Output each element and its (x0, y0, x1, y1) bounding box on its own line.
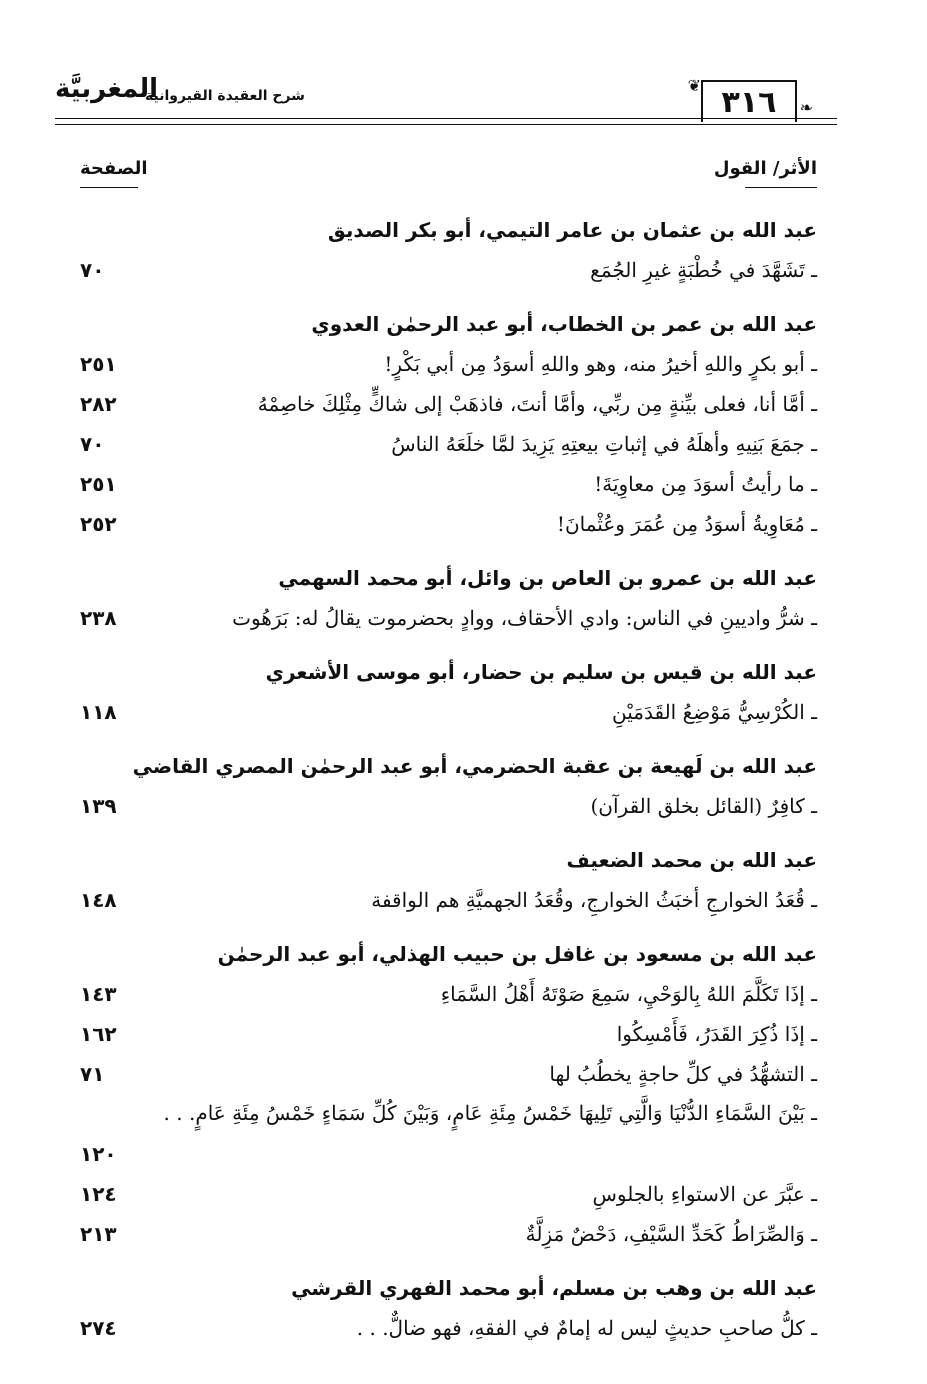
index-entry (80, 974, 817, 1014)
entry-page-number: ١٣٩ (80, 794, 117, 818)
index-entry (80, 1214, 817, 1254)
author-heading: عبد الله بن قيس بن سليم بن حضار، أبو موسى الأشعري (265, 660, 817, 684)
index-entry (80, 424, 817, 464)
entry-text: ـ بَيْنَ السَّمَاءِ الدُّنْيَا وَالَّتِي تَلِيهَا خَمْسُ مِئَةِ عَامٍ، وَبَيْنَ كُلِّ سَمَاءٍ خَمْسُ مِئَةِ عَامٍ. . . (163, 1101, 817, 1125)
index-section (80, 558, 817, 638)
entry-text: ـ عبَّرَ عن الاستواءِ بالجلوسِ (592, 1182, 817, 1206)
entry-text: ـ الكُرْسِيُّ مَوْضِعُ القَدَمَيْنِ (612, 700, 817, 724)
index-entry (80, 1094, 817, 1174)
column-header-page: الصفحة (80, 158, 148, 179)
entry-text: ـ إذَا ذُكِرَ القَدَرُ، فَأَمْسِكُوا (616, 1022, 817, 1046)
entry-text: ـ وَالصِّرَاطُ كَحَدِّ السَّيْفِ، دَحْضٌ مَزِلَّةٌ (525, 1222, 817, 1246)
entry-page-number: ٧٠ (80, 258, 105, 282)
entry-page-number: ٢١٣ (80, 1222, 117, 1246)
ornament-icon: ❧ (799, 98, 813, 117)
column-header-rule (80, 187, 138, 188)
entry-page-number: ١١٨ (80, 700, 117, 724)
entry-page-number: ٢٥٢ (80, 512, 117, 536)
entry-page-number: ٢٥١ (80, 352, 117, 376)
entry-text: ـ قُعَدُ الخوارجِ أخبَثُ الخوارجِ، وقُعَدُ الجهميَّةِ هم الواقفة (371, 888, 817, 912)
entry-page-number: ١٢٤ (80, 1182, 117, 1206)
entry-page-number: ١٦٢ (80, 1022, 117, 1046)
index-entry (80, 1014, 817, 1054)
index-section (80, 840, 817, 920)
entry-text: ـ إذَا تَكَلَّمَ اللهُ بِالوَحْيِ، سَمِعَ صَوْتَهُ أَهْلُ السَّمَاءِ (440, 982, 817, 1006)
author-heading: عبد الله بن عمر بن الخطاب، أبو عبد الرحمٰن العدوي (311, 312, 817, 336)
author-heading: عبد الله بن محمد الضعيف (566, 848, 817, 872)
header-rule (55, 118, 837, 119)
entry-text: ـ كافِرٌ (القائل بخلق القرآن) (590, 794, 817, 818)
author-heading: عبد الله بن لَهيعة بن عقبة الحضرمي، أبو عبد الرحمٰن المصري القاضي (132, 754, 817, 778)
author-heading: عبد الله بن عثمان بن عامر التيمي، أبو بكر الصديق (327, 218, 817, 242)
entry-page-number: ١٤٨ (80, 888, 117, 912)
index-section (80, 652, 817, 732)
index-section (80, 210, 817, 290)
index-entry (80, 1308, 817, 1348)
page-number-box (701, 80, 797, 122)
index-section (80, 1268, 817, 1348)
book-title: المغربيَّة (55, 74, 159, 104)
entry-text: ـ تَشَهَّدَ في خُطْبَةٍ غيرِ الجُمَع (590, 258, 817, 282)
author-heading: عبد الله بن وهب بن مسلم، أبو محمد الفهري القرشي (291, 1276, 817, 1300)
entry-page-number: ٧٠ (80, 432, 105, 456)
entry-text: ـ جمَعَ بَنِيهِ وأهلَهُ في إثباتِ بيعتِهِ يَزِيدَ لمَّا خلَعَهُ الناسُ (391, 432, 817, 456)
entry-text: ـ مُعَاوِيةُ أسوَدُ مِن عُمَرَ وعُثْمانَ! (556, 512, 817, 536)
entry-page-number: ٢٧٤ (80, 1316, 117, 1340)
index-entry (80, 1054, 817, 1094)
entry-text: ـ ما رأيتُ أسوَدَ مِن معاوِيَةَ! (594, 472, 817, 496)
index-entry (80, 504, 817, 544)
index-entry (80, 464, 817, 504)
author-heading: عبد الله بن عمرو بن العاص بن وائل، أبو محمد السهمي (278, 566, 817, 590)
running-header (55, 70, 837, 140)
author-heading: عبد الله بن مسعود بن غافل بن حبيب الهذلي، أبو عبد الرحمٰن (217, 942, 817, 966)
entry-page-number: ٧١ (80, 1062, 105, 1086)
ornament-icon: ❦ (687, 76, 701, 95)
index-entry (80, 344, 817, 384)
index-entry (80, 880, 817, 920)
index-body (80, 210, 817, 1362)
column-header-rule (745, 187, 817, 188)
entry-text: ـ كلُّ صاحبِ حديثٍ ليس له إمامٌ في الفقهِ، فهو ضالٌّ. . . (356, 1316, 817, 1340)
entry-page-number: ١٤٣ (80, 982, 117, 1006)
index-entry (80, 384, 817, 424)
index-entry (80, 692, 817, 732)
index-section (80, 934, 817, 1254)
header-rule (55, 124, 837, 125)
index-entry (80, 598, 817, 638)
page-number: ٣١٦ (721, 84, 777, 120)
entry-text: ـ أمَّا أنا، فعلى بيِّنةٍ مِن ربِّي، وأمَّا أنتَ، فاذهَبْ إلى شاكٍّ مِثْلِكَ خاصِمْهُ (257, 392, 817, 416)
column-header-quote: الأثر/ القول (713, 158, 817, 179)
entry-text: ـ شرُّ واديينِ في الناس: وادي الأحقاف، ووادٍ بحضرموت يقالُ له: بَرَهُوت (232, 606, 817, 630)
entry-page-number: ١٢٠ (80, 1142, 117, 1166)
entry-text: ـ أبو بكرٍ واللهِ أخيرُ منه، وهو واللهِ أسوَدُ مِن أبي بَكْرٍ! (384, 352, 817, 376)
entry-text: ـ التشهُّدُ في كلِّ حاجةٍ يخطُبُ لها (549, 1062, 817, 1086)
entry-page-number: ٢٣٨ (80, 606, 117, 630)
index-entry (80, 1174, 817, 1214)
entry-page-number: ٢٥١ (80, 472, 117, 496)
index-entry (80, 250, 817, 290)
index-section (80, 304, 817, 544)
index-section (80, 746, 817, 826)
index-entry (80, 786, 817, 826)
entry-page-number: ٢٨٢ (80, 392, 117, 416)
book-subtitle: شرح العقيدة القيروانية (145, 88, 305, 104)
